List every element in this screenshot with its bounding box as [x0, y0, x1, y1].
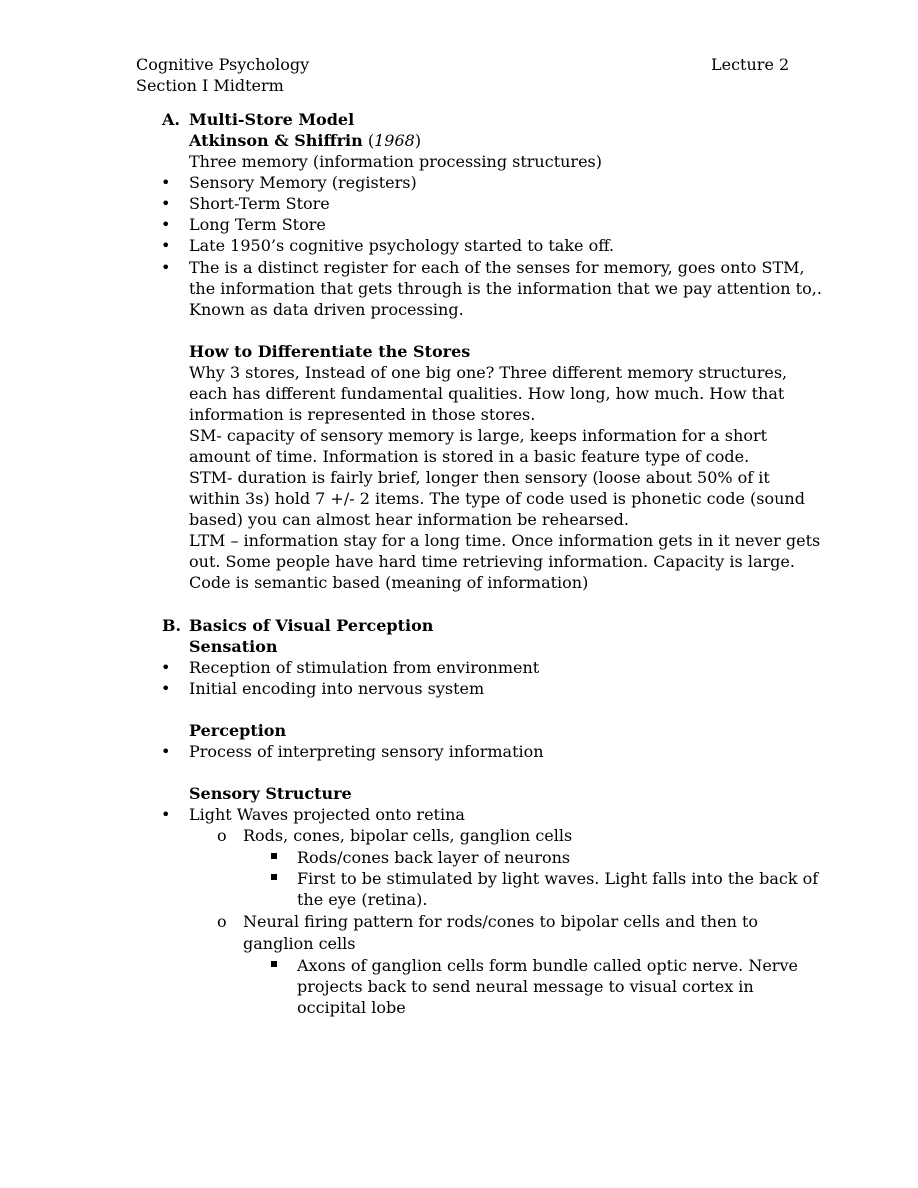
- list-item: Reception of stimulation from environment: [189, 658, 540, 677]
- citation-year: 1968: [374, 131, 415, 150]
- bullet-mark: •: [161, 805, 171, 824]
- list-item: Light Waves projected onto retina: [189, 805, 465, 824]
- perception-heading: Perception: [189, 721, 287, 740]
- sub-sub-list-item-continued: occipital lobe: [297, 998, 406, 1017]
- citation-close: ): [414, 131, 422, 150]
- list-item-continued: the information that gets through is the information that we pay attention to,.: [189, 279, 822, 298]
- sub-list-item: Neural firing pattern for rods/cones to bipolar cells and then to: [243, 912, 759, 931]
- paragraph-line: each has different fundamental qualities. How long, how much. How that: [189, 384, 785, 403]
- sub-sub-list-item: Axons of ganglion cells form bundle called optic nerve. Nerve: [297, 956, 798, 975]
- citation: [189, 130, 421, 151]
- sub-sub-list-item-continued: the eye (retina).: [297, 890, 428, 909]
- square-bullet-mark: [271, 874, 277, 880]
- list-item: Process of interpreting sensory information: [189, 742, 544, 761]
- sub-list-item-continued: ganglion cells: [243, 934, 356, 953]
- sub-sub-list-item-continued: projects back to send neural message to visual cortex in: [297, 977, 754, 996]
- sensation-heading: Sensation: [189, 637, 278, 656]
- bullet-mark: •: [161, 679, 171, 698]
- circle-bullet-mark: o: [217, 826, 227, 845]
- list-item: Long Term Store: [189, 215, 326, 234]
- paragraph-line: LTM – information stay for a long time. Once information gets in it never gets: [189, 531, 821, 550]
- section-a-intro: Three memory (information processing structures): [189, 152, 602, 171]
- list-item-continued: Known as data driven processing.: [189, 300, 464, 319]
- bullet-mark: •: [161, 194, 171, 213]
- sub-list-item: Rods, cones, bipolar cells, ganglion cells: [243, 826, 573, 845]
- differentiate-heading: How to Differentiate the Stores: [189, 342, 471, 361]
- paragraph-line: information is represented in those stores.: [189, 405, 536, 424]
- lecture-number: Lecture 2: [711, 55, 790, 74]
- paragraph-line: amount of time. Information is stored in a basic feature type of code.: [189, 447, 750, 466]
- section-b-letter: B.: [162, 616, 182, 635]
- section-b-title: Basics of Visual Perception: [189, 616, 434, 635]
- bullet-mark: •: [161, 742, 171, 761]
- bullet-mark: •: [161, 258, 171, 277]
- paragraph-line: out. Some people have hard time retrieving information. Capacity is large.: [189, 552, 795, 571]
- sensory-structure-heading: Sensory Structure: [189, 784, 352, 803]
- list-item: Sensory Memory (registers): [189, 173, 417, 192]
- citation-authors: Atkinson & Shiffrin: [189, 131, 363, 150]
- square-bullet-mark: [271, 961, 277, 967]
- bullet-mark: •: [161, 236, 171, 255]
- paragraph-line: Why 3 stores, Instead of one big one? Three different memory structures,: [189, 363, 788, 382]
- citation-open: (: [362, 131, 375, 150]
- circle-bullet-mark: o: [217, 912, 227, 931]
- course-title: Cognitive Psychology: [136, 55, 310, 74]
- list-item: Initial encoding into nervous system: [189, 679, 485, 698]
- paragraph-line: STM- duration is fairly brief, longer then sensory (loose about 50% of it: [189, 468, 770, 487]
- square-bullet-mark: [271, 853, 277, 859]
- paragraph-line: Code is semantic based (meaning of information): [189, 573, 589, 592]
- section-a-letter: A.: [162, 110, 180, 129]
- list-item: Late 1950’s cognitive psychology started to take off.: [189, 236, 615, 255]
- bullet-mark: •: [161, 215, 171, 234]
- paragraph-line: within 3s) hold 7 +/- 2 items. The type of code used is phonetic code (sound: [189, 489, 805, 508]
- bullet-mark: •: [161, 173, 171, 192]
- section-label: Section I Midterm: [136, 76, 284, 95]
- sub-sub-list-item: Rods/cones back layer of neurons: [297, 848, 571, 867]
- paragraph-line: SM- capacity of sensory memory is large, keeps information for a short: [189, 426, 768, 445]
- list-item: The is a distinct register for each of the senses for memory, goes onto STM,: [189, 258, 805, 277]
- list-item: Short-Term Store: [189, 194, 330, 213]
- paragraph-line: based) you can almost hear information be rehearsed.: [189, 510, 630, 529]
- sub-sub-list-item: First to be stimulated by light waves. Light falls into the back of: [297, 869, 819, 888]
- bullet-mark: •: [161, 658, 171, 677]
- section-a-title: Multi-Store Model: [189, 110, 355, 129]
